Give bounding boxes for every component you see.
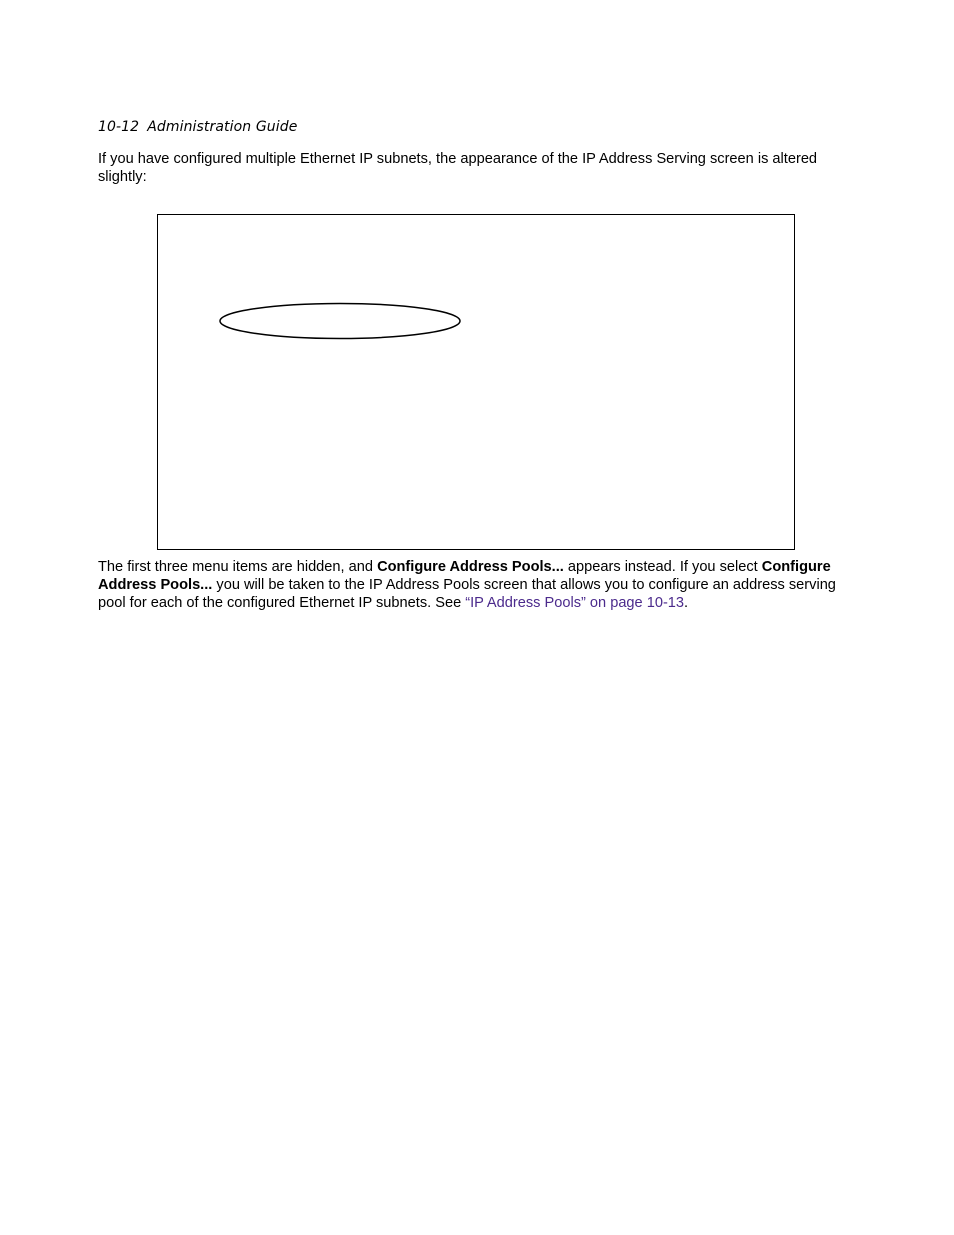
running-header (98, 119, 297, 135)
highlight-ellipse (220, 304, 460, 339)
body-paragraph (98, 558, 858, 612)
cross-reference-link[interactable]: “IP Address Pools” on page 10-13 (465, 595, 685, 611)
body-text-1: The first three menu items are hidden, and (98, 559, 378, 575)
intro-paragraph: If you have configured multiple Ethernet IP subnets, the appearance of the IP Address Serving screen is altered slightly: (98, 151, 818, 185)
figure-canvas (158, 215, 794, 549)
page-number: 10-12 (98, 119, 140, 135)
body-text-3: you will be taken to the IP Address Pools screen that allows you to configure an address serving pool for each of the configured Ethernet IP subnets. See (98, 577, 836, 611)
book-title: Administration Guide (147, 119, 298, 135)
screenshot-figure (157, 214, 795, 550)
body-text-4: . (684, 595, 689, 611)
body-text-2: appears instead. If you select (563, 559, 762, 575)
menu-item-configure-address-pools: Configure Address Pools... (377, 559, 564, 575)
menu-item-configure-address-pools-ref: Configure Address Pools... (98, 559, 831, 593)
